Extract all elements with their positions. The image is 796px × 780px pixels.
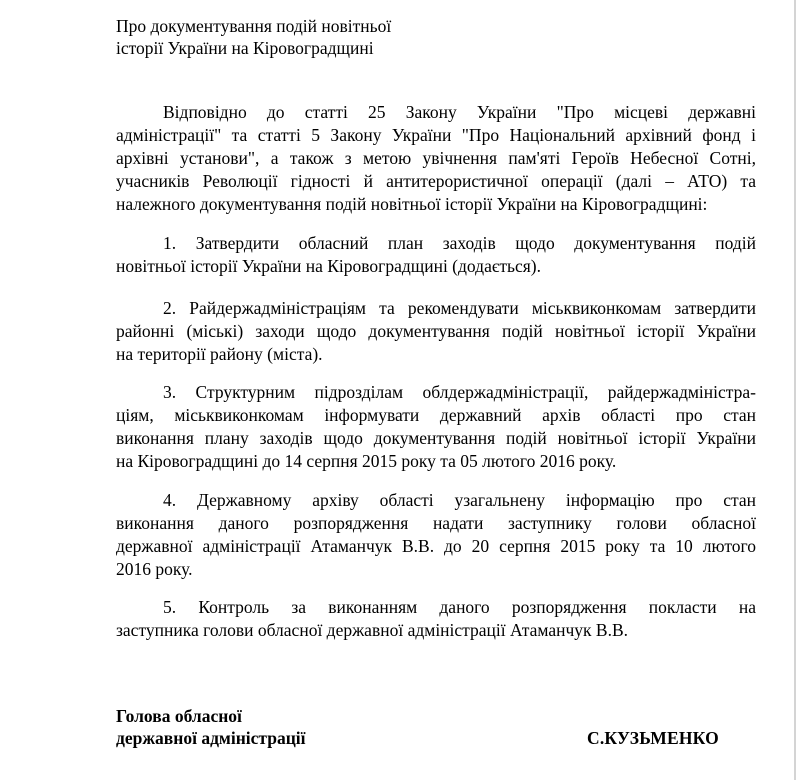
title-line: історії України на Кіровоградщині	[116, 38, 374, 58]
title-line: Про документування подій новітньої	[116, 16, 392, 36]
text-line: 4. Державному архіву області узагальнену інформацію про стан	[163, 490, 756, 510]
text-line: на Кіровоградщині до 14 серпня 2015 року та 05 лютого 2016 року.	[116, 451, 617, 471]
text-line: 5. Контроль за виконанням даного розпорядження покласти на	[163, 597, 756, 617]
text-line: на території району (міста).	[116, 344, 323, 364]
text-line: районні (міські) заходи щодо документування подій новітньої історії України	[116, 321, 756, 341]
item-5	[116, 596, 756, 642]
text-line: 2. Райдержадміністраціям та рекомендувати міськвиконкомам затвердити	[163, 298, 756, 318]
intro-paragraph	[116, 101, 756, 216]
position-line: Голова обласної	[116, 706, 242, 726]
text-line: 1. Затвердити обласний план заходів щодо документування подій	[163, 233, 756, 253]
item-1	[116, 232, 756, 278]
item-2	[116, 297, 756, 366]
signatory-position	[116, 705, 306, 749]
text-line: ціям, міськвиконкомам інформувати державний архів області про стан	[116, 405, 756, 425]
text-line: належного документування подій новітньої історії України на Кіровоградщині:	[116, 194, 708, 214]
text-line: виконання плану заходів щодо документування подій новітньої історії України	[116, 428, 756, 448]
text-line: новітньої історії України на Кіровоградщині (додається).	[116, 256, 541, 276]
item-4	[116, 489, 756, 581]
text-line: адміністрації" та статті 5 Закону України "Про Національний архівний фонд і	[116, 125, 756, 145]
document-title	[116, 15, 616, 59]
text-line: 3. Структурним підрозділам облдержадміністрації, райдержадміністра-	[163, 382, 756, 402]
text-line: учасників Революції гідності й антитерористичної операції (далі – АТО) та	[116, 171, 756, 191]
text-line: 2016 року.	[116, 559, 193, 579]
text-line: Відповідно до статті 25 Закону України "Про місцеві державні	[163, 102, 756, 122]
item-3	[116, 381, 756, 473]
text-line: державної адміністрації Атаманчук В.В. до 20 серпня 2015 року та 10 лютого	[116, 536, 756, 556]
text-line: виконання даного розпорядження надати заступнику голови обласної	[116, 513, 756, 533]
text-line: заступника голови обласної державної адміністрації Атаманчук В.В.	[116, 620, 629, 640]
position-line: державної адміністрації	[116, 728, 306, 748]
signatory-name: С.КУЗЬМЕНКО	[587, 728, 719, 748]
text-line: архівні установи", а також з метою увічнення пам'яті Героїв Небесної Сотні,	[116, 148, 756, 168]
